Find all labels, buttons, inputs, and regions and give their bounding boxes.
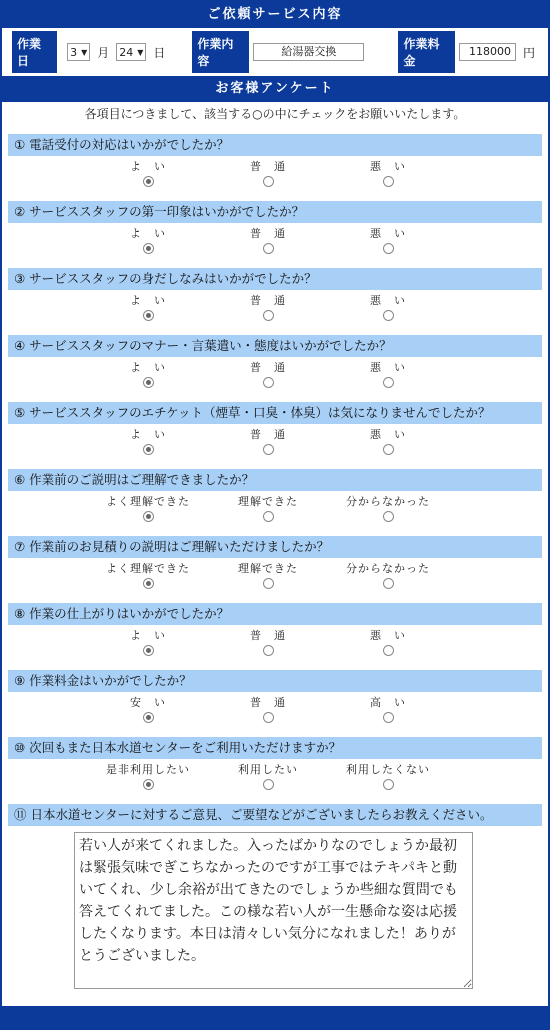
survey-question	[8, 536, 542, 598]
answer-option	[328, 361, 448, 391]
answer-option	[208, 629, 328, 659]
radio-button[interactable]	[143, 310, 154, 321]
radio-button[interactable]	[383, 377, 394, 388]
option-label: 悪 い	[370, 629, 406, 642]
radio-button[interactable]	[263, 511, 274, 522]
survey-question	[8, 134, 542, 196]
day-select[interactable]	[116, 43, 146, 61]
answer-option	[208, 562, 328, 592]
option-label: 安 い	[130, 696, 166, 709]
question-label: ⑨ 作業料金はいかがでしたか？	[8, 670, 542, 692]
question-label: ① 電話受付の対応はいかがでしたか？	[8, 134, 542, 156]
answer-option	[208, 428, 328, 458]
option-label: 是非利用したい	[106, 763, 190, 776]
month-value: 3	[70, 45, 78, 59]
content-label: 作業内容	[192, 31, 249, 73]
option-label: 理解できた	[238, 495, 298, 508]
service-section-title: ご依頼サービス内容	[2, 2, 548, 28]
option-label: 悪 い	[370, 361, 406, 374]
radio-button[interactable]	[263, 310, 274, 321]
question-label: ⑩ 次回もまた日本水道センターをご利用いただけますか？	[8, 737, 542, 759]
radio-button[interactable]	[263, 645, 274, 656]
comment-question	[8, 804, 542, 826]
answer-option	[208, 294, 328, 324]
answer-option	[88, 361, 208, 391]
survey-question	[8, 670, 542, 732]
radio-button[interactable]	[143, 645, 154, 656]
radio-button[interactable]	[263, 377, 274, 388]
question-label: ⑤ サービススタッフのエチケット（煙草・口臭・体臭）は気になりませんでしたか？	[8, 402, 542, 424]
answer-option	[208, 227, 328, 257]
answer-option	[328, 294, 448, 324]
option-label: 普 通	[250, 227, 286, 240]
option-label: よ い	[130, 428, 166, 441]
option-label: よ い	[130, 629, 166, 642]
option-label: よく理解できた	[106, 562, 190, 575]
option-label: 普 通	[250, 160, 286, 173]
answer-option	[208, 696, 328, 726]
radio-button[interactable]	[383, 176, 394, 187]
option-label: 利用したい	[238, 763, 298, 776]
answer-options	[8, 290, 542, 330]
option-label: 分からなかった	[346, 562, 430, 575]
date-label: 作業日	[12, 31, 57, 73]
question-label: ⑥ 作業前のご説明はご理解できましたか？	[8, 469, 542, 491]
option-label: よ い	[130, 294, 166, 307]
option-label: 高 い	[370, 696, 406, 709]
answer-option	[88, 227, 208, 257]
answer-option	[328, 428, 448, 458]
radio-button[interactable]	[383, 779, 394, 790]
radio-button[interactable]	[383, 243, 394, 254]
answer-option	[328, 160, 448, 190]
fee-field[interactable]: 118000	[459, 43, 516, 61]
radio-button[interactable]	[143, 578, 154, 589]
radio-button[interactable]	[143, 377, 154, 388]
radio-button[interactable]	[383, 578, 394, 589]
survey-question	[8, 201, 542, 263]
footer-bar	[2, 1006, 548, 1028]
answer-option	[88, 160, 208, 190]
option-label: 理解できた	[238, 562, 298, 575]
question-label: ③ サービススタッフの身だしなみはいかがでしたか？	[8, 268, 542, 290]
option-label: よ い	[130, 160, 166, 173]
option-label: よく理解できた	[106, 495, 190, 508]
fee-label: 作業料金	[398, 31, 455, 73]
option-label: 悪 い	[370, 428, 406, 441]
month-select[interactable]	[67, 43, 90, 61]
answer-option	[208, 763, 328, 793]
question-label: ② サービススタッフの第一印象はいかがでしたか？	[8, 201, 542, 223]
day-unit: 日	[153, 45, 166, 60]
option-label: 悪 い	[370, 294, 406, 307]
answer-option	[88, 763, 208, 793]
content-field[interactable]: 給湯器交換	[253, 43, 364, 61]
question-label: ⑧ 作業の仕上がりはいかがでしたか？	[8, 603, 542, 625]
answer-option	[328, 495, 448, 525]
radio-button[interactable]	[263, 243, 274, 254]
answer-option	[328, 629, 448, 659]
radio-button[interactable]	[383, 645, 394, 656]
radio-button[interactable]	[143, 176, 154, 187]
answer-options	[8, 357, 542, 397]
chevron-down-icon: ▼	[81, 47, 88, 57]
survey-question	[8, 268, 542, 330]
survey-question	[8, 603, 542, 665]
answer-options	[8, 692, 542, 732]
radio-button[interactable]	[383, 712, 394, 723]
question-label: ⑦ 作業前のお見積りの説明はご理解いただけましたか？	[8, 536, 542, 558]
survey-section-title: お客様アンケート	[2, 76, 548, 102]
radio-button[interactable]	[383, 444, 394, 455]
option-label: 普 通	[250, 696, 286, 709]
radio-button[interactable]	[263, 444, 274, 455]
answer-options	[8, 759, 542, 799]
answer-option	[328, 562, 448, 592]
survey-question	[8, 335, 542, 397]
option-label: 悪 い	[370, 160, 406, 173]
radio-button[interactable]	[143, 712, 154, 723]
service-info-row	[2, 28, 548, 76]
option-label: 普 通	[250, 428, 286, 441]
answer-option	[88, 294, 208, 324]
survey-question	[8, 737, 542, 799]
fee-unit: 円	[522, 45, 535, 60]
answer-option	[328, 763, 448, 793]
option-label: 利用したくない	[346, 763, 430, 776]
radio-button[interactable]	[263, 578, 274, 589]
comment-textarea[interactable]	[74, 832, 473, 989]
answer-option	[208, 495, 328, 525]
chevron-down-icon: ▼	[137, 47, 144, 57]
survey-question	[8, 402, 542, 464]
radio-button[interactable]	[143, 511, 154, 522]
answer-option	[328, 696, 448, 726]
survey-question	[8, 469, 542, 531]
answer-options	[8, 625, 542, 665]
answer-option	[88, 629, 208, 659]
option-label: 普 通	[250, 629, 286, 642]
option-label: よ い	[130, 361, 166, 374]
answer-options	[8, 156, 542, 196]
month-unit: 月	[97, 45, 110, 60]
option-label: 普 通	[250, 361, 286, 374]
radio-button[interactable]	[263, 176, 274, 187]
radio-button[interactable]	[143, 779, 154, 790]
question-label: ④ サービススタッフのマナー・言葉遣い・態度はいかがでしたか？	[8, 335, 542, 357]
radio-button[interactable]	[383, 511, 394, 522]
option-label: 分からなかった	[346, 495, 430, 508]
option-label: よ い	[130, 227, 166, 240]
answer-option	[208, 160, 328, 190]
answer-options	[8, 491, 542, 531]
answer-options	[8, 558, 542, 598]
survey-intro: 各項目につきまして、該当する○の中にチェックをお願いいたします。	[84, 107, 466, 121]
radio-button[interactable]	[383, 310, 394, 321]
answer-option	[88, 696, 208, 726]
option-label: 悪 い	[370, 227, 406, 240]
radio-button[interactable]	[263, 712, 274, 723]
answer-option	[88, 428, 208, 458]
day-value: 24	[119, 45, 134, 59]
answer-option	[208, 361, 328, 391]
answer-option	[88, 495, 208, 525]
answer-options	[8, 424, 542, 464]
radio-button[interactable]	[263, 779, 274, 790]
radio-button[interactable]	[143, 444, 154, 455]
answer-options	[8, 223, 542, 263]
question-label: ⑪ 日本水道センターに対するご意見、ご要望などがございましたらお教えください。	[8, 804, 542, 826]
answer-option	[88, 562, 208, 592]
answer-option	[328, 227, 448, 257]
radio-button[interactable]	[143, 243, 154, 254]
option-label: 普 通	[250, 294, 286, 307]
